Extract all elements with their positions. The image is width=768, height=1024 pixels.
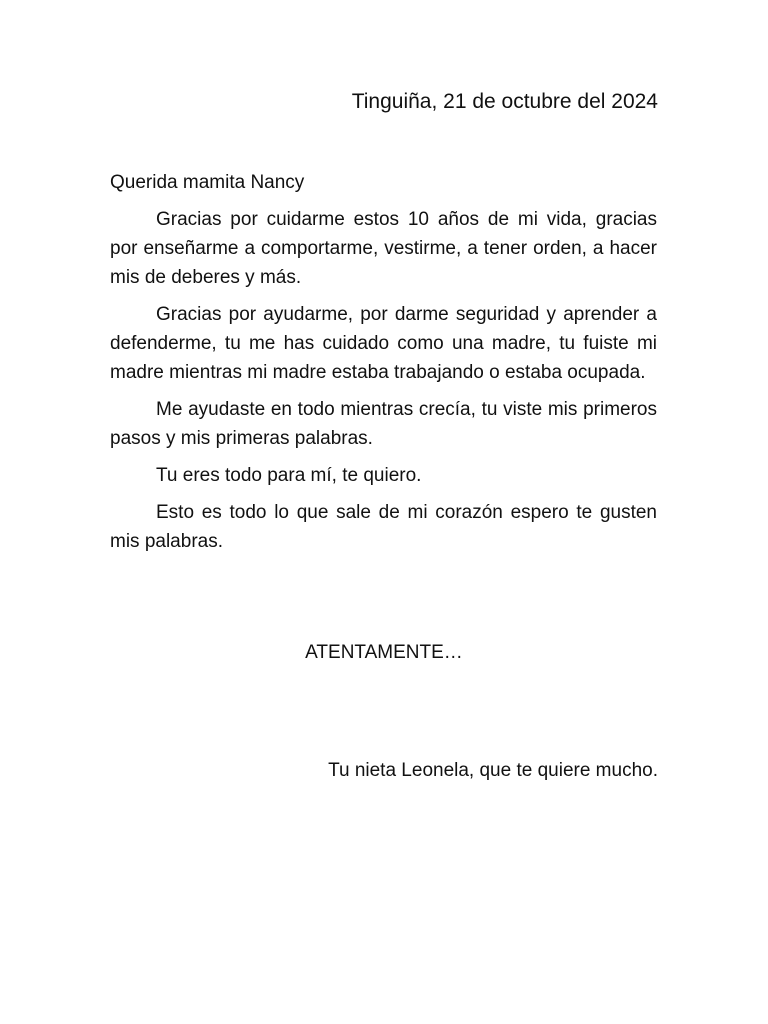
closing: ATENTAMENTE… [305,642,463,663]
paragraph-2: Gracias por ayudarme, por darme seguridad y aprender a defenderme, tu me has cuidado como una madre, tu fuiste mi madre mientras mi madre estaba trabajando o estaba ocupada. [110,304,657,383]
paragraph-5: Esto es todo lo que sale de mi corazón espero te gusten mis palabras. [110,502,657,552]
date-line: Tinguiña, 21 de octubre del 2024 [351,90,658,113]
letter-body [110,168,657,564]
paragraph-3: Me ayudaste en todo mientras crecía, tu viste mis primeros pasos y mis primeras palabras. [110,399,657,449]
signature: Tu nieta Leonela, que te quiere mucho. [328,760,658,781]
paragraph-1: Gracias por cuidarme estos 10 años de mi vida, gracias por enseñarme a comportarme, vestirme, a tener orden, a hacer mis de deberes y más. [110,209,657,288]
paragraph-4: Tu eres todo para mí, te quiero. [156,465,422,486]
greeting: Querida mamita Nancy [110,172,305,193]
